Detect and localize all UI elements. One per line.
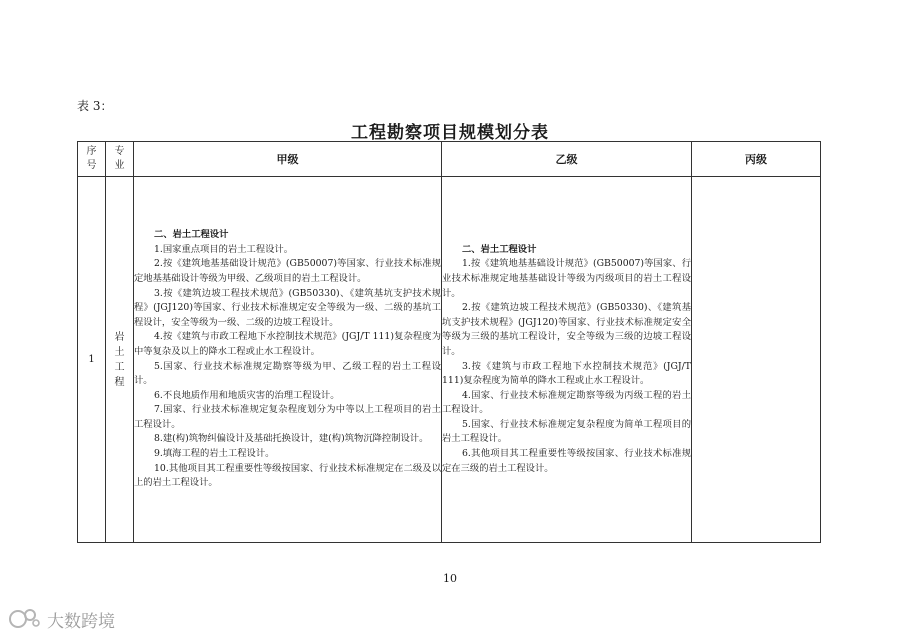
grade-c-cell bbox=[692, 177, 821, 543]
row-major: 岩 土 工 程 bbox=[106, 177, 134, 543]
grade-a-item: 8.建(构)筑物纠偏设计及基础托换设计，建(构)筑物沉降控制设计。 bbox=[154, 433, 429, 445]
grade-b-item: 6.其他项目其工程重要性等级按国家、行业技术标准规定在三级的岩土工程设计。 bbox=[442, 448, 691, 474]
grade-b-item: 1.按《建筑地基基础设计规范》(GB50007)等国家、行业技术标准规定地基基础设计等级为丙级项目的岩土工程设计。 bbox=[442, 258, 691, 299]
header-major: 专 业 bbox=[106, 142, 134, 177]
grade-a-item: 5.国家、行业技术标准规定勘察等级为甲、乙级工程的岩土工程设计。 bbox=[134, 360, 441, 387]
document-title: 工程勘察项目规模划分表 bbox=[351, 123, 549, 143]
grade-a-item: 9.填海工程的岩土工程设计。 bbox=[154, 448, 275, 460]
grade-a-item: 3.按《建筑边坡工程技术规范》(GB50330)、《建筑基坑支护技术规程》(JGJ120)等国家、行业技术标准规定安全等级为一级、二级的基坑工程设计，安全等级为一级、二级的边坡工程设计。 bbox=[134, 287, 441, 328]
page-number: 10 bbox=[443, 572, 457, 585]
row-seq: 1 bbox=[78, 177, 106, 543]
grade-a-cell bbox=[134, 177, 442, 543]
grade-a-section: 二、岩土工程设计 bbox=[154, 229, 229, 241]
header-grade-b: 乙级 bbox=[442, 142, 692, 177]
grade-a-item: 10.其他项目其工程重要性等级按国家、行业技术标准规定在二级及以上的岩土工程设计。 bbox=[134, 462, 441, 489]
header-grade-c: 丙级 bbox=[692, 142, 821, 177]
grade-b-cell bbox=[442, 177, 692, 543]
table-row bbox=[78, 177, 821, 543]
grade-b-items bbox=[442, 257, 691, 476]
grade-a-item: 7.国家、行业技术标准规定复杂程度划分为中等以上工程项目的岩土工程设计。 bbox=[134, 404, 441, 430]
header-grade-a: 甲级 bbox=[134, 142, 442, 177]
grade-b-section: 二、岩土工程设计 bbox=[462, 243, 537, 255]
brand-logo-icon bbox=[8, 606, 42, 632]
grade-a-items bbox=[134, 243, 441, 491]
grade-a-item: 4.按《建筑与市政工程地下水控制技术规范》(JGJ/T 111)复杂程度为中等复杂及以上的降水工程或止水工程设计。 bbox=[134, 331, 441, 357]
table-label: 表 3： bbox=[77, 99, 113, 113]
watermark bbox=[8, 606, 115, 632]
header-seq: 序 号 bbox=[78, 142, 106, 177]
header-row bbox=[78, 142, 821, 177]
grade-a-item: 1.国家重点项目的岩土工程设计。 bbox=[154, 243, 294, 255]
grade-b-item: 2.按《建筑边坡工程技术规范》(GB50330)、《建筑基坑支护技术规程》(JGJ120)等国家、行业技术标准规定安全等级为三级的基坑工程设计，安全等级为三级的边坡工程设计。 bbox=[442, 302, 691, 357]
scale-classification-table bbox=[77, 141, 821, 543]
grade-b-item: 3.按《建筑与市政工程地下水控制技术规范》(JGJ/T 111)复杂程度为简单的降水工程或止水工程设计。 bbox=[442, 360, 691, 387]
grade-a-item: 6.不良地质作用和地质灾害的治理工程设计。 bbox=[154, 389, 340, 401]
grade-b-item: 5.国家、行业技术标准规定复杂程度为简单工程项目的岩土工程设计。 bbox=[442, 418, 691, 445]
grade-b-item: 4.国家、行业技术标准规定勘察等级为丙级工程的岩土工程设计。 bbox=[442, 389, 691, 416]
watermark-text: 大数跨境 bbox=[47, 611, 115, 632]
grade-a-item: 2.按《建筑地基基础设计规范》(GB50007)等国家、行业技术标准规定地基基础设计等级为甲级、乙级项目的岩土工程设计。 bbox=[134, 258, 441, 284]
